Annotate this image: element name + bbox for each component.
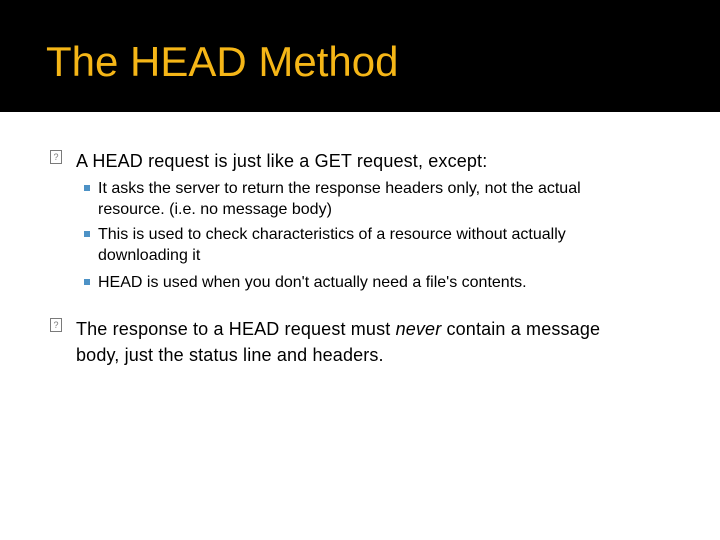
slide-title: The HEAD Method: [46, 38, 399, 85]
square-bullet-icon: [84, 231, 90, 237]
sub-bullet-line-2: resource. (i.e. no message body): [98, 201, 332, 218]
sub-bullet-line-1: This is used to check characteristics of a resource without actually: [98, 226, 566, 243]
sub-bullet-line-1: It asks the server to return the response headers only, not the actual: [98, 180, 581, 197]
bullet-text: [76, 148, 672, 174]
bullet-text-tail: contain a message: [441, 319, 601, 339]
bullet-text-line-2: body, just the status line and headers.: [76, 345, 384, 365]
bullet-text: [76, 316, 672, 368]
sub-bullet-line-1: HEAD is used when you don't actually need a file's contents.: [98, 274, 527, 291]
square-bullet-icon: ?: [50, 318, 62, 332]
square-bullet-icon: [84, 185, 90, 191]
sub-bullet-line-2: downloading it: [98, 247, 201, 264]
bullet-text-emphasis: never: [395, 319, 442, 339]
sub-bullet-text: [98, 178, 658, 220]
sub-bullet-text: [98, 224, 658, 266]
square-bullet-icon: ?: [50, 150, 62, 164]
bullet-text-main: A HEAD request is just like a GET request, except:: [76, 151, 488, 171]
square-bullet-icon: [84, 279, 90, 285]
sub-bullet-text: [98, 272, 658, 293]
bullet-text-main: The response to a HEAD request must: [76, 319, 396, 339]
